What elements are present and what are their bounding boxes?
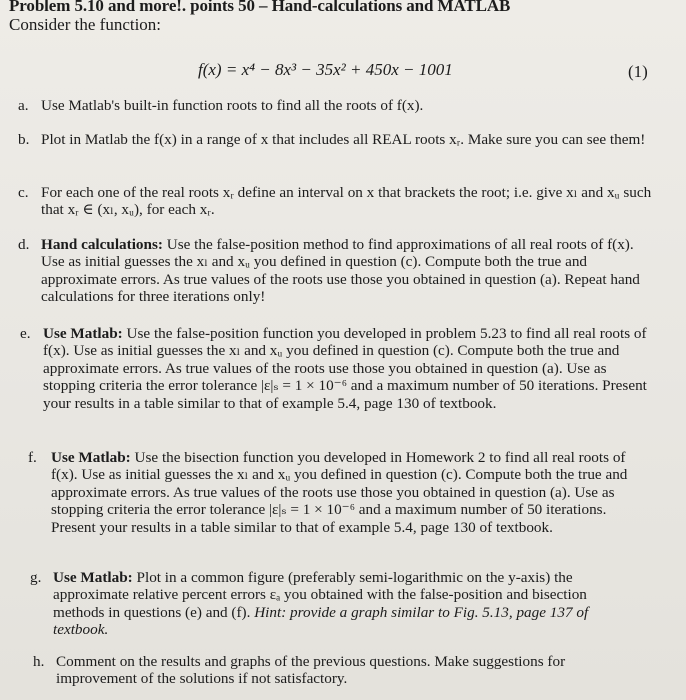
intro-text: Consider the function: [9, 15, 162, 34]
question-text: Plot in a common figure (preferably semi-logarithmic on the y-axis) the approximate relative percent errors εₐ you obtained with the false-position and bisection methods in questions (e) and (f). [53, 569, 587, 621]
question-c [18, 184, 658, 219]
question-hint: Hint: provide a graph similar to Fig. 5.13, page 137 of textbook. [53, 603, 589, 639]
question-heading: Use Matlab: [43, 325, 123, 342]
question-a [18, 97, 658, 114]
question-text: Plot in Matlab the f(x) in a range of x that includes all REAL roots xᵣ. Make sure you can see them! [41, 131, 646, 148]
question-label: h. [33, 653, 45, 670]
question-text: Use the bisection function you developed in Homework 2 to find all real roots of f(x). Use as initial guesses the xₗ and xᵤ you defined in question (c). Compute both the true and approximate errors. As true values of the roots use those you obtained in question (a). Use as stopping criteria the error tolerance |ε|ₛ = 1 × 10⁻⁶ and a maximum number of 50 iterations. Present your results in a table similar to that of example 5.4, page 130 of textbook. [51, 449, 628, 536]
question-label: d. [18, 236, 30, 253]
question-text: Use the false-position function you developed in problem 5.23 to find all real roots of f(x). Use as initial guesses the xₗ and xᵤ you defined in question (c). Compute both the true and approximate errors. As true values of the roots use those you obtained in question (a). Use as stopping criteria the error tolerance |ε|ₛ = 1 × 10⁻⁶ and a maximum number of 50 iterations. Present your results in a table similar to that of example 5.4, page 130 of textbook. [43, 325, 647, 412]
question-body [53, 569, 635, 639]
question-label: g. [30, 569, 42, 586]
question-b [18, 131, 658, 148]
question-heading: Use Matlab: [53, 569, 133, 586]
question-body [41, 236, 658, 306]
question-body [43, 325, 657, 412]
question-label: b. [18, 131, 30, 148]
problem-title: Problem 5.10 and more!. points 50 – Hand-calculations and MATLAB [9, 0, 511, 15]
question-heading: Use Matlab: [51, 449, 131, 466]
question-text: For each one of the real roots xᵣ define an interval on x that brackets the root; i.e. give xₗ and xᵤ such that xᵣ ∈ (xₗ, xᵤ), for each xᵣ. [41, 184, 652, 219]
question-text: Comment on the results and graphs of the previous questions. Make suggestions for improvement of the solutions if not satisfactory. [56, 653, 566, 688]
question-d [18, 236, 658, 306]
question-label: e. [20, 325, 31, 342]
question-label: f. [28, 449, 37, 466]
question-f [28, 449, 653, 536]
question-h [33, 653, 633, 688]
question-text: Use the false-position method to find approximations of all real roots of f(x). Use as initial guesses the xₗ and xᵤ you defined in question (c). Compute both the true and approximate errors. As true values of the roots use those you obtained in question (a). Repeat hand calculations for three iterations only! [41, 236, 640, 306]
question-label: c. [18, 184, 29, 201]
question-text: Use Matlab's built-in function roots to find all the roots of f(x). [41, 97, 424, 114]
question-heading: Hand calculations: [41, 236, 163, 253]
function-equation: f(x) = x⁴ − 8x³ − 35x² + 450x − 1001 [198, 60, 453, 79]
question-label: a. [18, 97, 29, 114]
equation-number: (1) [628, 62, 648, 81]
question-g [30, 569, 635, 639]
question-e [20, 325, 657, 412]
question-body [51, 449, 653, 536]
